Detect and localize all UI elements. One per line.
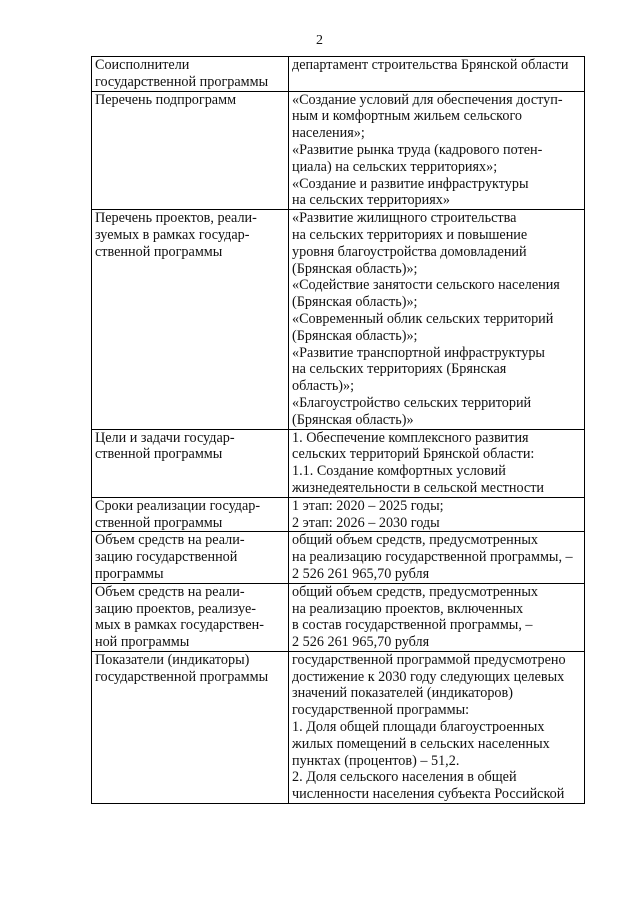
label-line: ной программы bbox=[95, 634, 190, 651]
row-value-project-funding bbox=[289, 583, 585, 651]
value-line: (Брянская область)» bbox=[292, 411, 414, 428]
value-line: уровня благоустройства домовладений bbox=[292, 243, 527, 260]
row-label-indicators bbox=[92, 651, 289, 803]
value-line: в состав государственной программы, – bbox=[292, 617, 533, 634]
label-line: Сроки реализации государ- bbox=[95, 497, 261, 514]
label-line: зуемых в рамках государ- bbox=[95, 226, 250, 243]
row-value-program-funding bbox=[289, 532, 585, 583]
row-label-program-funding bbox=[92, 532, 289, 583]
value-line: «Развитие транспортной инфраструктуры bbox=[292, 344, 545, 361]
label-line: зацию государственной bbox=[95, 549, 238, 566]
value-line: общий объем средств, предусмотренных bbox=[292, 532, 538, 549]
label-line: Объем средств на реали- bbox=[95, 532, 245, 549]
label-line: Соисполнители bbox=[95, 57, 190, 73]
label-line: Перечень проектов, реали- bbox=[95, 210, 257, 227]
label-line: Объем средств на реали- bbox=[95, 583, 245, 600]
table-row bbox=[92, 210, 585, 429]
value-line: (Брянская область)»; bbox=[292, 260, 418, 277]
row-label-coexecutors bbox=[92, 57, 289, 92]
value-line: циала) на сельских территориях»; bbox=[292, 158, 498, 175]
label-line: ственной программы bbox=[95, 243, 223, 260]
table-row bbox=[92, 91, 585, 210]
label-line: ственной программы bbox=[95, 514, 223, 531]
value-line: «Развитие рынка труда (кадрового потен- bbox=[292, 141, 543, 158]
value-line: сельских территорий Брянской области: bbox=[292, 446, 535, 463]
table-row bbox=[92, 429, 585, 497]
value-line: государственной программой предусмотрено bbox=[292, 651, 566, 668]
value-line: достижение к 2030 году следующих целевых bbox=[292, 668, 565, 685]
row-value-subprograms bbox=[289, 91, 585, 210]
label-line: программы bbox=[95, 565, 164, 582]
value-line: на сельских территориях (Брянская bbox=[292, 361, 507, 378]
value-line: «Создание и развитие инфраструктуры bbox=[292, 175, 529, 192]
value-line: на сельских территориях» bbox=[292, 192, 450, 209]
value-line: пунктах (процентов) – 51,2. bbox=[292, 752, 460, 769]
label-line: Перечень подпрограмм bbox=[95, 91, 237, 108]
value-line: 2 этап: 2026 – 2030 годы bbox=[292, 514, 440, 531]
page-number: 2 bbox=[316, 33, 323, 48]
row-value-timeline bbox=[289, 497, 585, 532]
row-label-subprograms bbox=[92, 91, 289, 210]
value-line: численности населения субъекта Российской bbox=[292, 786, 565, 803]
value-line: 1.1. Создание комфортных условий bbox=[292, 463, 506, 480]
row-value-coexecutors bbox=[289, 57, 585, 92]
value-line: «Развитие жилищного строительства bbox=[292, 210, 517, 227]
table-row bbox=[92, 651, 585, 803]
value-line: (Брянская область)»; bbox=[292, 294, 418, 311]
value-line: 2. Доля сельского населения в общей bbox=[292, 769, 517, 786]
row-label-timeline bbox=[92, 497, 289, 532]
value-line: «Благоустройство сельских территорий bbox=[292, 394, 532, 411]
label-line: зацию проектов, реализуе- bbox=[95, 600, 256, 617]
row-label-goals bbox=[92, 429, 289, 497]
program-passport-table bbox=[91, 56, 585, 804]
value-line: общий объем средств, предусмотренных bbox=[292, 583, 538, 600]
value-line: «Создание условий для обеспечения доступ- bbox=[292, 91, 563, 108]
value-line: «Содействие занятости сельского населения bbox=[292, 277, 560, 294]
value-line: область)»; bbox=[292, 378, 355, 395]
value-line: 1 этап: 2020 – 2025 годы; bbox=[292, 497, 444, 514]
label-line: государственной программы bbox=[95, 668, 269, 685]
label-line: Показатели (индикаторы) bbox=[95, 651, 250, 668]
value-line: населения»; bbox=[292, 125, 365, 142]
label-line: ственной программы bbox=[95, 446, 223, 463]
row-value-indicators bbox=[289, 651, 585, 803]
table-row bbox=[92, 57, 585, 92]
value-line: на реализацию проектов, включенных bbox=[292, 600, 524, 617]
row-label-projects bbox=[92, 210, 289, 429]
label-line: государственной программы bbox=[95, 73, 269, 90]
table-row bbox=[92, 583, 585, 651]
value-line: «Современный облик сельских территорий bbox=[292, 310, 554, 327]
label-line: мых в рамках государствен- bbox=[95, 617, 264, 634]
row-label-project-funding bbox=[92, 583, 289, 651]
row-value-goals bbox=[289, 429, 585, 497]
value-line: значений показателей (индикаторов) bbox=[292, 685, 513, 702]
value-line: 1. Доля общей площади благоустроенных bbox=[292, 719, 545, 736]
value-line: (Брянская область)»; bbox=[292, 327, 418, 344]
table-row bbox=[92, 497, 585, 532]
value-line: государственной программы: bbox=[292, 702, 470, 719]
value-line: ным и комфортным жильем сельского bbox=[292, 108, 523, 125]
row-value-projects bbox=[289, 210, 585, 429]
value-line: на реализацию государственной программы, – bbox=[292, 549, 573, 566]
label-line: Цели и задачи государ- bbox=[95, 429, 235, 446]
value-line: 1. Обеспечение комплексного развития bbox=[292, 429, 529, 446]
value-line: на сельских территориях и повышение bbox=[292, 226, 528, 243]
value-line: 2 526 261 965,70 рубля bbox=[292, 565, 430, 582]
value-line: жилых помещений в сельских населенных bbox=[292, 735, 550, 752]
table-row bbox=[92, 532, 585, 583]
value-line: департамент строительства Брянской области bbox=[292, 57, 569, 73]
value-line: жизнедеятельности в сельской местности bbox=[292, 479, 544, 496]
value-line: 2 526 261 965,70 рубля bbox=[292, 634, 430, 651]
